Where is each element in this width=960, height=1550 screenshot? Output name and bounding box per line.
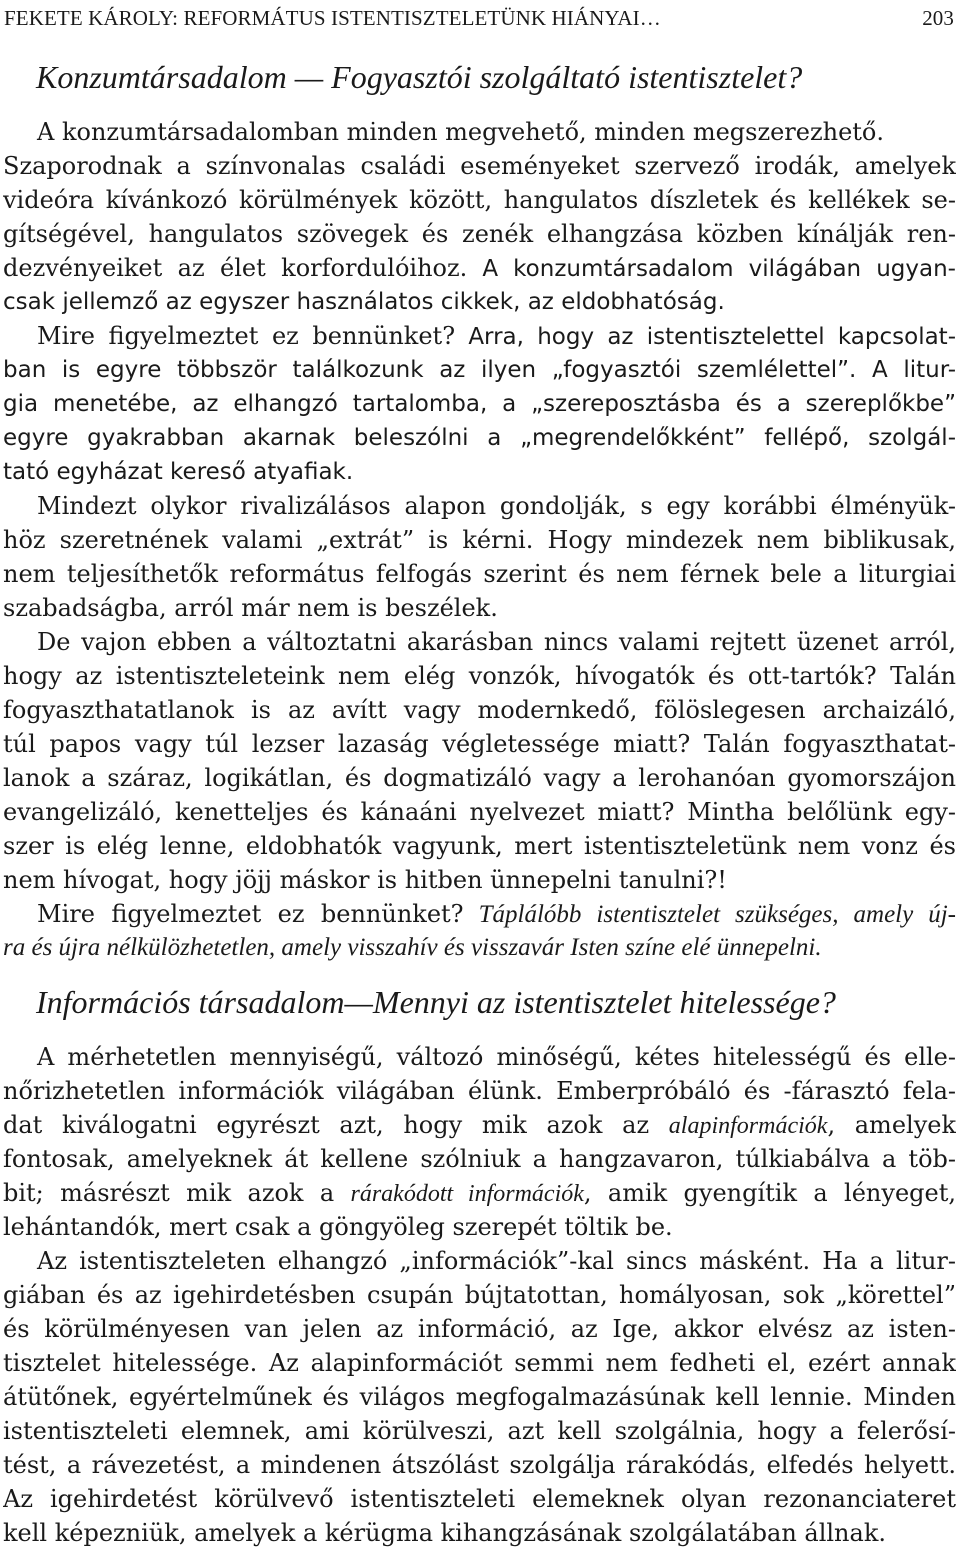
running-header [4, 6, 954, 38]
paragraph-line: hogy az istentiszteleteink nem elég vonzók, hívogatók és ott-tartók? Talán [3, 662, 956, 690]
line-segment: Arra, hogy az istentisztelettel kapcsolat- [455, 324, 956, 350]
section-heading-consumer-society: Konzumtársadalom — Fogyasztói szolgáltató istentisztelet? [36, 59, 803, 95]
emphasis-term-basic-information: alapinformációk [668, 1113, 828, 1139]
line-segment: Mire figyelmeztet ez bennünket? [37, 322, 456, 350]
page-number: 203 [922, 6, 954, 30]
emphasis-term-layered-information: rárakódott információk [350, 1181, 584, 1207]
paragraph-line: Az istentiszteleten elhangzó „információk”-kal sincs másként. Ha a litur- [37, 1247, 956, 1275]
line-segment: , amik gyengítik a lényeget, [583, 1179, 956, 1207]
paragraph-line: Mindezt olykor rivalizálásos alapon gondolják, s egy korábbi élményük- [37, 492, 956, 520]
paragraph-line: fogyaszthatatlanok is az avítt vagy modernkedő, fölöslegesen archaizáló, [3, 696, 956, 724]
paragraph-line: tést, a rávezetést, a mindenen átszólást szolgálja rárakódás, elfedés helyett. [3, 1451, 956, 1479]
paragraph-line [3, 251, 956, 285]
paragraph-line: istentiszteleti elemnek, ami körülveszi, azt kell szolgálnia, hogy a felerősí- [3, 1417, 956, 1445]
paragraph-line: ban is egyre többször találkozunk az ilyen „fogyasztói szemlélettel”. A litur- [3, 357, 956, 383]
paragraph-line: Szaporodnak a színvonalas családi eseményeket szervező irodák, amelyek [3, 152, 956, 180]
paragraph-line: gítségével, hangulatos szövegek és zenék elhangzása közben kínálják ren- [3, 220, 956, 248]
paragraph-line: lehántandók, mert csak a göngyöleg szerepét töltik be. [3, 1213, 673, 1241]
paragraph-line: túl papos vagy túl lezser lazaság végletessége miatt? Talán fogyaszthatat- [3, 730, 956, 758]
section-heading-information-society: Információs társadalom—Mennyi az istentisztelet hitelessége? [36, 984, 836, 1020]
line-segment: Hogy mindezek nem biblikusak, [533, 526, 956, 554]
paragraph-line: evangelizáló, kenetteljes és kánaáni nyelvezet miatt? Mintha belőlünk egy- [3, 798, 956, 826]
paragraph-line: átütőnek, egyértelműnek és világos megfogalmazásúnak kell lennie. Minden [3, 1383, 956, 1411]
line-segment: dat kiválogatni egyrészt azt, hogy mik azok az [3, 1111, 669, 1139]
paragraph-line: lanok a száraz, logikátlan, és dogmatizáló vagy a lerohanóan gyomorszájon [3, 764, 956, 792]
paragraph-line: szabadságba, arról már nem is beszélek. [3, 594, 498, 622]
paragraph-line [3, 523, 956, 557]
paragraph-line [3, 1108, 956, 1142]
paragraph-line: egyre gyakrabban akarnak beleszólni a „megrendelőkként” fellépő, szolgál- [3, 425, 956, 451]
paragraph-line: kell képezniük, amelyek a kérügma kihangzásának szolgálatában állnak. [3, 1519, 886, 1547]
line-segment: bit; másrészt mik azok a [3, 1179, 351, 1207]
line-segment: Mire figyelmeztet ez bennünket? [37, 900, 464, 928]
running-title: FEKETE KÁROLY: REFORMÁTUS ISTENTISZTELETÜNK HIÁNYAI… [4, 6, 661, 30]
paragraph-line: fontosak, amelyeknek át kellene szólniuk a hangzavaron, túlkiabálva a töb- [3, 1145, 956, 1173]
paragraph-line [3, 897, 956, 931]
line-segment: höz szeretnének valami „extrát” is kérni. [3, 526, 534, 554]
paragraph-line [3, 1176, 956, 1210]
paragraph-line: A konzumtársadalomban minden megvehető, minden megszerezhető. [37, 118, 885, 146]
line-segment: dezvényeiket az élet korfordulóihoz. [3, 254, 468, 282]
paragraph-line: Az igehirdetést körülvevő istentiszteleti elemeknek olyan rezonanciateret [3, 1485, 956, 1513]
paragraph-line: nőrizhetetlen információk világában élünk. Emberpróbáló és -fárasztó fela- [3, 1077, 956, 1105]
paragraph-line: és körülményesen van jelen az információ, az Ige, akkor elvész az isten- [3, 1315, 956, 1343]
paragraph-line: tisztelet hitelessége. Az alapinformációt semmi nem fedheti el, ezért annak [3, 1349, 956, 1377]
emphasis-text: Táplálóbb istentisztelet szükséges, amely új- [463, 901, 956, 928]
paragraph-line: videóra kívánkozó körülmények között, hangulatos díszletek és kellékek se- [3, 186, 956, 214]
section-body-consumer-society [3, 115, 956, 965]
paragraph-line: csak jellemző az egyszer használatos cikkek, az eldobhatóság. [3, 289, 725, 315]
emphasis-line: ra és újra nélkülözhetetlen, amely visszahív és visszavár Isten színe elé ünnepelni. [3, 934, 822, 961]
paragraph-line: szer is elég lenne, eldobhatók vagyunk, mert istentiszteletünk nem vonz és [3, 832, 956, 860]
paragraph-line: nem hívogat, hogy jöjj máskor is hitben ünnepelni tanulni?! [3, 866, 727, 894]
paragraph-line: giában és az igehirdetésben csupán bújtatottan, homályosan, sok „körettel” [3, 1281, 956, 1309]
line-segment: A konzumtársadalom világában ugyan- [467, 256, 956, 282]
paragraph-line: nem teljesíthetők református felfogás szerint és nem férnek bele a liturgiai [3, 560, 956, 588]
paragraph-line [3, 319, 956, 353]
line-segment: , amelyek [827, 1111, 956, 1139]
paragraph-line: gia menetébe, az elhangzó tartalomba, a „szereposztásba és a szereplőkbe” [3, 391, 956, 417]
paragraph-line: A mérhetetlen mennyiségű, változó minőségű, kétes hitelességű és elle- [37, 1043, 956, 1071]
paragraph-line: De vajon ebben a változtatni akarásban nincs valami rejtett üzenet arról, [37, 628, 956, 656]
paragraph-line: tató egyházat kereső atyafiak. [3, 459, 354, 485]
section-body-information-society [3, 1040, 956, 1550]
